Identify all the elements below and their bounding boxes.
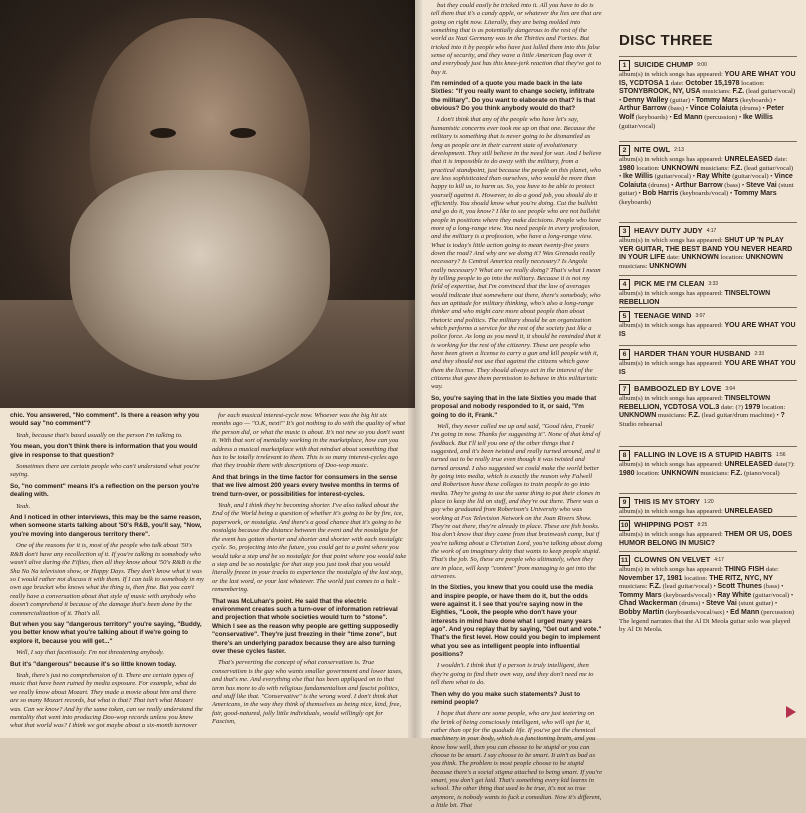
- track-header: [619, 349, 797, 360]
- interview-question: But when you say "dangerous territory" you're saying, "Buddy, you better know what you're talking about if we're going to explore it, because you will get...": [10, 620, 202, 645]
- interview-question: And I noticed in other interviews, this may be the same reason, when someone starts talking about '50's R&B, you'll say, "Now, you're moving into dangerous territory there".: [10, 514, 202, 538]
- track-header: [619, 226, 797, 237]
- interview-answer: but they could easily be tricked into it. All you have to do is tell them that it's a candy apple, or whatever the lies are that are going on right now. Literally, they are being molded into something that is as potentially dangerous to the rest of the world as Nazi Germany was in the Thirties and Forties. But tricked into it by people who have just lulled them into this false sense of security, and they wave a little American flag over it and everybody just has this knee-jerk reaction that they've got to buy it.: [431, 2, 602, 76]
- interview-column-1: [10, 412, 205, 734]
- track-number: 9: [619, 497, 630, 508]
- track-details: album(s) in which songs has appeared: YOU ARE WHAT YOU IS: [619, 360, 796, 376]
- track-entry: [619, 345, 797, 377]
- track-number: 8: [619, 450, 630, 461]
- track-entry: [619, 222, 797, 271]
- track-entry: [619, 446, 797, 478]
- track-title: WHIPPING POST: [634, 520, 694, 530]
- track-details: album(s) in which songs has appeared: TINSELTOWN REBELLION, YCDTOSA VOL.3 date: (?) 1979 location: UNKNOWN musicians: F.Z. (lead guitar/drum machine) • ? Studio rehearsal: [619, 395, 786, 428]
- interview-answer: Yeah.: [16, 502, 31, 510]
- track-time: 8:25: [697, 522, 708, 529]
- track-entry: [619, 380, 797, 429]
- track-header: [619, 311, 797, 322]
- interview-answer: Well, they never called me up and said, "Good idea, Frank! I'm going in now. Thanks for suggesting it". None of that kind of feedback. But I'll tell you one of the other things that I suggested, and it's been twisted and really turned around, and it turned out to be really true even though it was twisted and turned around. I also suggested we could make the world better by going into media, which is exactly the reason why Falwell and Robertson have these colleges to train people to go into media. They're going to use the same thing to put their clones in place to keep the lid on stuff, and they're out there. There was a guy who graduated from Robertson's University who was working at Fox Television Network on the Joan Rivers Show. They're out there, they're already in place. These are fish hooks. You don't know that they came from that brainwash camp, but if you're talking about a Christian Lord, you're talking about doing the work of an imaginary deity that wants to keep people stupid. That's the job. So, these are people who ultimately, when they are in place, will keep "content" from managing to get into the airwaves.: [431, 422, 603, 581]
- track-header: [619, 384, 797, 395]
- track-header: [619, 450, 797, 461]
- interview-question: So, "no comment" means it's a reflection on the person you're dealing with.: [10, 482, 200, 499]
- interview-answer: Yeah, and I think they're becoming shorter. I've also talked about the End of the World being a question of whether it's going to be by fire, ice, paperwork, or nostalgia. And there's a good chance that it's going to be nostalgia because the distance between the event and the nostalgia for the event has gotten shorter and shorter and shorter with each nostalgic cycle. So, projecting into the future, you could get to a point where you would take a step and be so nostalgic for that point where you would take a step and be so nostalgic for that step you just took that you would literally freeze in your tracks to experience the nostalgia of the last step, or the last word, or your last whatever. The world just comes to a halt - remembering.: [212, 502, 407, 594]
- interview-column-2: [212, 412, 407, 730]
- track-title: SUICIDE CHUMP: [634, 60, 694, 70]
- interview-answer: That's perverting the concept of what conservatism is. True conservatism is the guy who wants smaller government and lower taxes, and that's me. And everything else that has been appliqued on to that term has more to do with religious fundamentalism and fascist politics, and stuff like that. "Conservative" is the wrong word. I don't think that Americans, in the way they think of themselves as being nice, kind, free, fair, good-natured, jolly little individuals, would willingly opt for Fascism,: [212, 659, 403, 726]
- track-details: album(s) in which songs has appeared: TINSELTOWN REBELLION: [619, 290, 771, 306]
- track-title: NITE OWL: [634, 145, 671, 155]
- interview-question: So, you're saying that in the late Sixties you made that proposal and nobody responded to it, or said, "I'm going to do it, Frank.": [431, 394, 597, 419]
- track-details: album(s) in which songs has appeared: UNRELEASED date: 1980 location: UNKNOWN musicians: F.Z. (lead guitar/vocal) • Ike Willis (guitar/vocal) • Ray White (guitar/vocal) • Vince Colaiuta (drums) • Arthur Barrow (bass) • Steve Vai (stunt guitar) • Bob Harris (keyboards/vocal) • Tommy Mars (keyboards): [619, 156, 794, 206]
- track-time: 2:33: [754, 351, 765, 358]
- track-header: [619, 279, 797, 290]
- track-number: 6: [619, 349, 630, 360]
- track-header: [619, 497, 797, 508]
- track-details: album(s) in which songs has appeared: THING FISH date: November 17, 1981 location: THE RITZ, NYC, NY musicians: F.Z. (lead guitar/vocal) • Scott Thunes (bass) • Tommy Mars (keyboards/vocal) • Ray White (guitar/vocal) • Chad Wackerman (drums) • Steve Vai (stunt guitar) • Bobby Martin (keyboards/vocal/sax) • Ed Mann (percussion) The legend narrates that the Al Di Meola guitar solo was played by Al Di Meola.: [619, 566, 795, 634]
- track-details: album(s) in which songs has appeared: YOU ARE WHAT YOU IS: [619, 322, 796, 338]
- interview-answer: Yeah, there's just no comprehension of it. There are certain types of music that have been ruined by media exposure. For example, what do we really know about Mozart. They made a movie about him and there are so many Mozart records, but what is that? That isn't what Mozart was. Can we know? And by the same token, can we really understand the mentality that went into producing Doo-wop records unless you knew what that world was? I think we got maybe about a six-month turnover: [10, 671, 203, 730]
- track-header: [619, 555, 797, 566]
- track-time: 3:04: [725, 386, 736, 393]
- track-time: 1:56: [775, 452, 786, 459]
- track-entry: [619, 275, 797, 307]
- track-entry: [619, 56, 797, 131]
- track-title: CLOWNS ON VELVET: [634, 555, 711, 565]
- track-number: 1: [619, 60, 630, 71]
- interview-answer: One of the reasons for it is, most of the people who talk about '50's R&B don't have any recollection of it. If you're talking to somebody who wasn't alive during the Fifties, then all they know about '50's R&B is the Sha Na Na television show, or Happy Days. They don't know what it was so I would rather not discuss it with them. If I can talk to somebody in my own age bracket who knows what the thing is, then fine. But you can't really have a conversation about that style of music with anybody who doesn't comprehend it because of the damage that's been done by the commercialization of it. That's all.: [10, 542, 204, 617]
- track-number: 10: [620, 522, 629, 529]
- track-title: HEAVY DUTY JUDY: [634, 226, 703, 236]
- track-time: 4:17: [706, 228, 717, 235]
- interview-question: Then why do you make such statements? Just to remind people?: [431, 690, 581, 706]
- track-title: TEENAGE WIND: [634, 311, 692, 321]
- track-entry: [619, 493, 797, 517]
- disc-title: DISC THREE: [619, 32, 713, 49]
- portrait-photo: [0, 0, 415, 408]
- track-details: album(s) in which songs has appeared: THEM OR US, DOES HUMOR BELONG IN MUSIC?: [619, 531, 793, 547]
- track-details: album(s) in which songs has appeared: SHUT UP 'N PLAY YER GUITAR, THE BEST BAND YOU NEVER HEARD IN YOUR LIFE date: UNKNOWN location: UNKNOWN musicians: UNKNOWN: [619, 237, 793, 270]
- interview-question: I'm reminded of a quote you made back in the late Sixties: "If you really want to change society, infiltrate the military". Do you want to elaborate on that? Is that obvious? Do you think anybody would do that?: [431, 80, 596, 113]
- page-gutter: [408, 0, 422, 738]
- track-details: album(s) in which songs has appeared: YOU ARE WHAT YOU IS, YCDTOSA 1 date: October 15,1978 location: STONYBROOK, NY, USA musicians: F.Z. (lead guitar/vocal) • Denny Walley (guitar) • Tommy Mars (keyboards) • Arthur Barrow (bass) • Vince Colaiuta (drums) • Peter Wolf (keyboards) • Ed Mann (percussion) • Ike Willis (guitar/vocal): [619, 71, 796, 130]
- track-details: album(s) in which songs has appeared: UNRELEASED: [619, 508, 773, 515]
- interview-answer: for each musical interest-cycle now. Whoever was the big hit six months ago — "O.K, next!" It's got nothing to do with the quality of what the person did, or what the music is about. It's not new so you don't want it. With that sort of mentality working in the marketplace, how can you address a musical marketplace with that mindset about something that has to be totally irrelevant to them. This is so many interest-cycles ago that they trouble them with descriptions of Doo-wop music.: [212, 412, 406, 470]
- track-details: album(s) in which songs has appeared: UNRELEASED date(?): 1980 location: UNKNOWN musicians: F.Z. (piano/vocal): [619, 461, 795, 477]
- track-number: 2: [619, 145, 630, 156]
- track-title: FALLING IN LOVE IS A STUPID HABITS: [634, 450, 772, 460]
- track-header: [619, 520, 797, 531]
- left-text-columns: [0, 410, 415, 738]
- interview-answer: Sometimes there are certain people who can't understand what you're saying.: [10, 463, 200, 479]
- interview-column-3: [431, 2, 603, 813]
- track-title: THIS IS MY STORY: [634, 497, 700, 507]
- interview-question: You mean, you don't think there is information that you would give in response to that question?: [10, 443, 198, 459]
- track-time: 1:20: [703, 499, 714, 506]
- track-list: [611, 0, 806, 738]
- interview-answer: I don't think that any of the people who have let's say, humanistic concerns ever took me up on that one. Because the military is something that is never going to be dismantled as long as people are in their current state of evolutionary development. They still believe in the need for war. And I believe that it is impossible to do away with the military, from a practical standpoint, just because the people on this planet, who are less sophisticated than ourselves, who would be more than happy to kill us, to harm us. So, you have to be able to protect yourself against it. However, to do a good job, you should do it efficiently. You should know what you're doing. Cut the bullshit and go do it, you know? I like to see people who are not bullshit people in positions where they make decisions. People who have more of a long-range view. You need people in every profession, and the military is a profession, who have a long-range view. What is today's little action going to mean twenty-five years down the road? And why are we doing it? Was Grenada really necessary? Is Central America really necessary? Is Angola really necessary? What are we really doing? That's what I mean by telling people to go into the military. Because it is not my field of expertise, but I'm convinced that the law of averages would indicate that somewhere out there, there's somebody, who has an aptitude for military thinking, who's also a long-range thinker and who might care more about people than about rhetoric and politics. The military should be an organization which performs a service for the rest of the society just like a police force. As long as you need it, it should be reminded that it is working for the rest of the citizenry. These are people who have been given a license to carry a gun and kill people with it, and they should not use that against the citizens which gave them the license. They should always act in the interest of the citizens that gave them permission to behave in this militaristic way.: [431, 116, 602, 391]
- track-number: 11: [620, 557, 629, 564]
- left-page: [0, 0, 415, 738]
- interview-question: But it's "dangerous" because it's so little known today.: [10, 660, 177, 668]
- interview-answer: I wouldn't. I think that if a person is truly intelligent, then they're going to find their own way, and they don't need me to tell them what to do.: [431, 662, 594, 687]
- track-time: 9:00: [697, 62, 707, 69]
- track-number: 5: [619, 311, 630, 322]
- track-title: BAMBOOZLED BY LOVE: [634, 384, 722, 394]
- track-time: 3:07: [695, 313, 706, 320]
- track-title: PICK ME I'M CLEAN: [634, 279, 705, 289]
- track-entry: [619, 141, 797, 208]
- interview-answer: I hope that there are some people, who are just teetering on the brink of being consciously intelligent, who will opt for it, rather than opt for the quadude life. If you've got the chemical machinery in your body, which is a functioning brain, and you know how well, then you can choose to be stupid or you can choose to be smart. I say choose to be smart. It ain't as bad as you think. The problem is most people choose to be stupid because there's a social stigma attached to being smart. If you're smart, you don't get laid. That's something every kid learns in school. The other thing that used to be true, it's not so true anymore, is nobody wants to fuck a comedian. Now it's different, a little bit. That: [431, 710, 602, 809]
- track-number: 7: [619, 384, 630, 395]
- interview-question: And that brings in the time factor for consumers in the sense that we live almost 200 years every twelve months in terms of trend turn-over, or possibilities for interest-cycles.: [212, 473, 399, 498]
- track-time: 3:33: [708, 281, 719, 288]
- track-number: 3: [619, 226, 630, 237]
- track-entry: [619, 551, 797, 635]
- track-entry: [619, 307, 797, 339]
- track-header: [619, 60, 797, 71]
- interview-question: chic. You answered, "No comment". Is there a reason why you would say "no comment"?: [10, 412, 200, 428]
- interview-question: That was McLuhan's point. He said that the electric environment creates such a turn-over of information retrieval and projection that whole societies would turn to "stone". Which I see as the reason why people are getting supposedly "conservative". They're just freezing in their "time zone", but there's an underlying paradox because they are also turning over these cycles faster.: [212, 597, 399, 655]
- track-number: 4: [619, 279, 630, 290]
- interview-answer: Well, I say that facetiously. I'm not threatening anybody.: [16, 649, 164, 657]
- track-entry: [619, 516, 797, 548]
- triangle-right-icon: [786, 706, 796, 718]
- track-time: 2:13: [674, 147, 684, 154]
- track-time: 4:17: [714, 557, 724, 564]
- interview-answer: Yeah, because that's based usually on the person I'm talking to.: [16, 431, 183, 439]
- track-header: [619, 145, 797, 156]
- interview-question: In the Sixties, you knew that you could use the media and inspire people, or have them do it, but the odds were against it. I see that you're saying now in the Eighties, "Look, the people who don't have your interests in mind have done what I urged many years ago". And you replay that by saying, "Get out and vote." That's the first level. How could you begin to implement what you see as intelligent people into influential positions?: [431, 584, 602, 659]
- track-title: HARDER THAN YOUR HUSBAND: [634, 349, 751, 359]
